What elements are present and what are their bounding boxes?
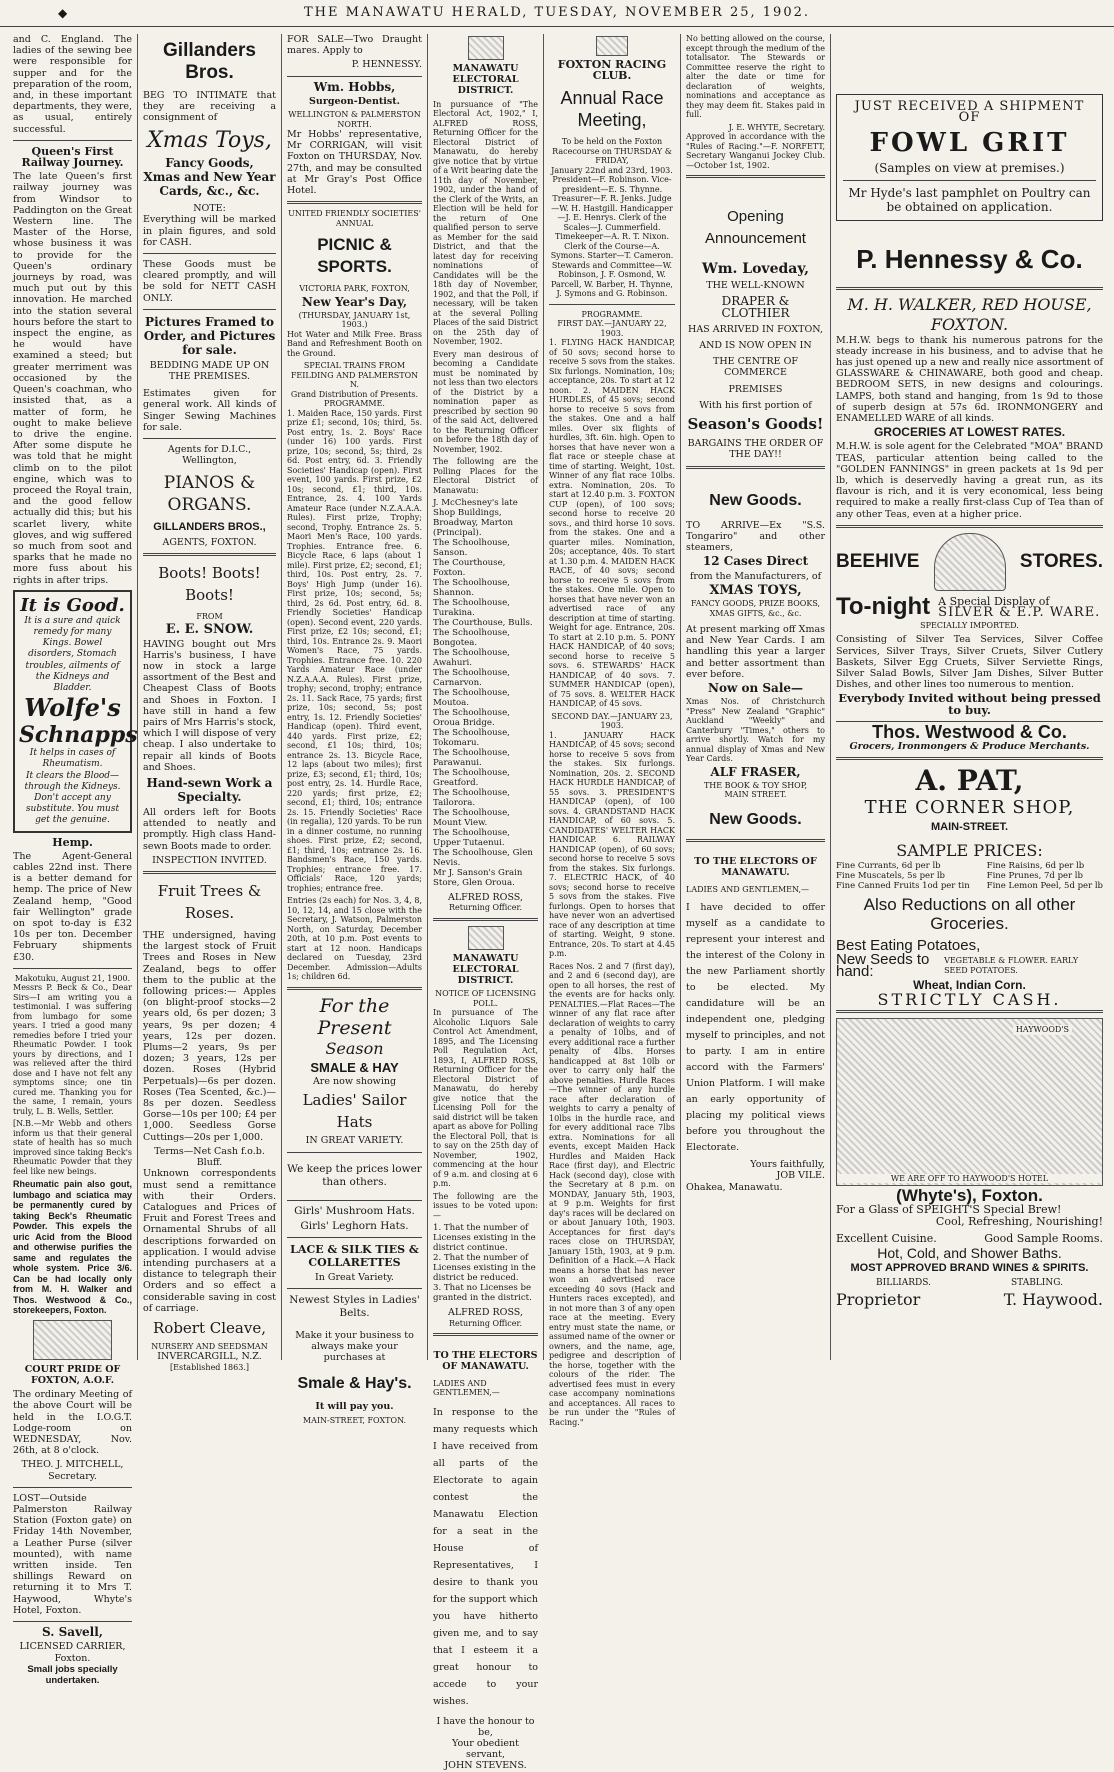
- handsewn-body: All orders left for Boots attended to neatly and promptly. High class Hand-sewn Boots made to order.: [143, 807, 276, 852]
- proprietor-name: T. Haywood.: [1003, 1289, 1103, 1309]
- letter-date: Makotuku, August 21, 1900.: [14, 973, 131, 983]
- bedding: BEDDING MADE UP ON THE PREMISES.: [149, 359, 270, 383]
- hobbs-name: Wm. Hobbs,: [313, 79, 396, 94]
- sample-rooms: Good Sample Rooms.: [984, 1231, 1103, 1245]
- approved-notice: Approved in accordance with the "Rules of Racing."—F. NORFETT, Secretary Wanganui Jockey Club.—October 1st, 1902.: [686, 132, 825, 170]
- fruit-trees-heading: Fruit Trees & Roses.: [157, 882, 262, 923]
- picnic-date: (THURSDAY, JANUARY 1st, 1903.): [298, 310, 411, 330]
- hobbs-place: WELLINGTON & PALMERSTON NORTH.: [288, 110, 421, 129]
- vile-title: TO THE ELECTORS OF MANAWATU.: [694, 856, 817, 879]
- licensing-issue: 3. That no Licenses be granted in the district.: [433, 1283, 532, 1304]
- sailor-hats: Ladies' Sailor Hats: [302, 1091, 407, 1132]
- beehive-word: BEEHIVE: [836, 551, 920, 573]
- foresters-emblem: [33, 1320, 112, 1360]
- rheum-bold: Rheumatic pain also gout, lumbago and sciatica may be permanently cured by taking Beck's Rheumatic Powder. This expels the uric Acid from the Blood and otherwise purifies the same and regulates the whole system. Price 3/6. Can be had locally only from M. H. Walker and Thos. Westwood & Co., storekeepers, Foxton.: [13, 1179, 132, 1316]
- race-dates: January 22nd and 23rd, 1903.: [551, 165, 673, 175]
- baths: Hot, Cold, and Shower Baths.: [877, 1245, 1062, 1262]
- stevens-title: TO THE ELECTORS OF MANAWATU.: [433, 1350, 538, 1373]
- price-col-left: [836, 861, 970, 891]
- lost-purse-notice: LOST—Outside Palmerston Railway Station (Foxton gate) on Friday 14th November, a Leather Purse (silver mounted), with name written inside. Ten shillings Reward on returning it to Mrs T. Haywood, Whyte's Hotel, Foxton.: [13, 1492, 132, 1616]
- now-showing: Are now showing: [312, 1076, 397, 1088]
- column-5: [544, 34, 681, 1427]
- price-item: Fine Muscatels, 5s per lb: [836, 871, 945, 882]
- first-day-races: 1. FLYING HACK HANDICAP, of 50 sovs; second horse to receive 5 sovs from the stakes. Six furlongs. Nomination, 10s; acceptance, 20s. To start at 12 noon. 2. MAIDEN HACK HURDLES, of 45 sovs; second horse to receive 5 sovs from the stakes. One and a half miles. Over six flights of hurdles, 3ft. 6in. high. Open to horses that have never won a flat race or steeple chase at time of starting. Weight, 10st. Winner of any flat race 10lbs. extra. Nomination, 20s. To start at 12.40 p.m. 3. FOXTON CUP (open), of 100 sovs; second horse to receive 20 sovs., and third horse 10 sovs. from the stakes. One and a quarter miles. Nomination, 20s; acceptance, 40s. To start at 1.30 p.m. 4. MAIDEN HACK RACE, of 40 sovs; second horse to receive 5 sovs from the stakes. One mile. Open to horses that have never won an advertised race of any description at time of starting. Weight for age. Entrance, 20s. To start at 2.10 p.m. 5. PONY HACK HANDICAP, of 40 sovs; second horse to receive 5 sovs. 6. STEWARDS' HACK HANDICAP, of 40 sovs. 7. SUMMER HANDICAP (open), of 75 sovs. 8. WELTER HACK HANDICAP, of 45 sovs.: [549, 338, 675, 709]
- seasons-goods: Season's Goods!: [687, 415, 824, 434]
- price-table: [836, 861, 1103, 891]
- billiards-row: [836, 1278, 1103, 1289]
- polling-place: The Schoolhouse, Carnarvon.: [433, 668, 510, 689]
- bargains: BARGAINS THE ORDER OF THE DAY!!: [687, 438, 824, 461]
- agents-dic: Agents for D.I.C., Wellington,: [167, 444, 252, 467]
- price-item: Fine Lemon Peel, 5d per lb: [986, 881, 1103, 892]
- polling-place: The Schoolhouse, Awahuri.: [433, 648, 510, 669]
- smale-hays: Smale & Hay's.: [297, 1374, 412, 1392]
- wolfe-good: It is Good.: [20, 594, 125, 616]
- draper-clothier: DRAPER & CLOTHIER: [721, 294, 790, 320]
- polling-place: The Schoolhouse, Turakina.: [433, 598, 510, 619]
- column-4: [428, 34, 544, 1772]
- masthead: [0, 0, 1114, 27]
- price-item: Fine Prunes, 7d per lb: [986, 871, 1083, 882]
- reductions: Also Reductions on all other Groceries.: [863, 895, 1076, 934]
- electoral-signature: ALFRED ROSS,: [448, 892, 523, 904]
- polling-place: J. McChesney's late Shop Buildings, Broadway, Marton (Principal).: [433, 498, 518, 539]
- sewing-bee-text: and C. England. The ladies of the sewing bee were responsible for supper and for the preparation of the room, and, in these important departments, they were, as usual, entirely successful.: [13, 34, 132, 135]
- stores-word: STORES.: [1019, 551, 1103, 573]
- wolfe-schnapps: Schnapps: [19, 722, 138, 749]
- it-will-pay: It will pay you.: [315, 1400, 394, 1412]
- whytes-foxton: (Whyte's), Foxton.: [896, 1186, 1043, 1206]
- polling-place: The Schoolhouse, Bongotea.: [433, 628, 510, 649]
- distribution: Grand Distribution of Presents.: [290, 389, 419, 399]
- inspection-invited: INSPECTION INVITED.: [152, 854, 267, 866]
- cuisine-row: [836, 1233, 1103, 1244]
- picnic-entries: Entries (2s each) for Nos. 3, 4, 8, 10, 12, 14, and 15 close with the Secretary, J. Watson, Palmerston North, on Saturday, December 20th, at 10 p.m. Post events to start at 12 noon. Handicaps declared on Tuesday, 23rd December. Admission—Adults 1s; children 6d.: [287, 896, 422, 982]
- rheum-note: [N.B.—Mr Webb and others inform us that their general state of health has so much improved since taking Beck's Rheumatic Powder that they feel like new beings.: [13, 1119, 132, 1176]
- lace-silk-ties: LACE & SILK TIES & COLLARETTES: [290, 1242, 419, 1269]
- first-day: FIRST DAY.—JANUARY 22, 1903.: [557, 319, 667, 338]
- pianos-organs: PIANOS & ORGANS.: [163, 473, 256, 516]
- column-3: [282, 34, 428, 1425]
- illustration-caption: WE ARE OFF TO HAYWOOD'S HOTEL: [837, 1174, 1102, 1184]
- hobbs-trade: Surgeon-Dentist.: [309, 95, 400, 107]
- stevens-signature: JOHN STEVENS.: [444, 1760, 527, 1772]
- pat-name: A. PAT,: [915, 764, 1024, 798]
- cleave-name: Robert Cleave,: [153, 1318, 266, 1337]
- to-arrive: TO ARRIVE—Ex "S.S. Tongariro" and other steamers,: [686, 519, 825, 554]
- westwood-co: Thos. Westwood & Co.: [872, 721, 1067, 742]
- xmas-toys-2: XMAS TOYS,: [709, 582, 802, 598]
- licensing-issue: 2. That the number of Licenses existing in the district be reduced.: [433, 1253, 536, 1284]
- wolfe-advert: [13, 590, 138, 833]
- picnic-societies: UNITED FRIENDLY SOCIETIES' ANNUAL: [288, 209, 421, 228]
- seeds-detail: VEGETABLE & FLOWER. EARLY SEED POTATOES.: [944, 956, 1079, 975]
- note-body: Everything will be marked in plain figures, and sold for CASH.: [143, 214, 276, 248]
- price-item: Fine Raisins, 6d per lb: [986, 861, 1085, 872]
- present-heading: For the Present: [317, 994, 392, 1039]
- silver-ep: SILVER & E.P. WARE.: [938, 604, 1101, 620]
- price-item: Fine Currants, 6d per lb: [836, 861, 941, 872]
- race-held: To be held on the Foxton Racecourse on THURSDAY & FRIDAY,: [552, 137, 672, 166]
- estimates: Estimates given for general work. All kinds of Singer Sewing Machines for sale.: [143, 388, 276, 433]
- handsewn-heading: Hand-sewn Work a Specialty.: [146, 776, 273, 805]
- cleared-notice: These Goods must be cleared promptly, and will be sold for NETT CASH ONLY.: [143, 259, 276, 304]
- cards: Cards, &c., &c.: [159, 184, 260, 199]
- tonight-row: [836, 593, 1103, 621]
- column-2: [138, 34, 282, 1372]
- column-1: [8, 34, 138, 1686]
- vile-place: Ohakea, Manawatu.: [686, 1181, 783, 1193]
- terms: Terms—Net Cash f.o.b. Bluff.: [154, 1145, 265, 1169]
- beehive-header: [836, 533, 1103, 591]
- licensing-list: [433, 1223, 538, 1303]
- speights-brew: For a Glass of SPEIGHT'S Special Brew!: [836, 1203, 1062, 1217]
- masthead-title: THE MANAWATU HERALD, TUESDAY, NOVEMBER 25, 1902.: [303, 5, 811, 20]
- leghorn-hats: Girls' Leghorn Hats.: [300, 1219, 409, 1232]
- vile-greeting: LADIES AND GENTLEMEN,—: [686, 884, 810, 894]
- westwood-trade: Grocers, Ironmongers & Produce Merchants.: [849, 740, 1090, 752]
- court-signature: THEO. J. MITCHELL, Secretary.: [21, 1459, 124, 1482]
- specially-imported: SPECIALLY IMPORTED.: [920, 620, 1019, 630]
- silver-list: Consisting of Silver Tea Services, Silver Coffee Services, Silver Trays, Silver Cruets, Silver Cutlery Baskets, Silver Egg Cruets, Silver Serviette Rings, Silver Salad Bowls, Silver Jam Dishes, Silver Butter Dishes, and other lines too numerous to mention.: [836, 634, 1103, 691]
- polling-places: [433, 498, 538, 888]
- court-body: The ordinary Meeting of the above Court will be held in the I.O.G.T. Lodge-room on WEDNESDAY, Nov. 26th, at 8 o'clock.: [13, 1389, 132, 1457]
- wheat-corn: Wheat, Indian Corn.: [913, 977, 1026, 992]
- picnic-heading: PICNIC & SPORTS.: [317, 235, 392, 277]
- wolfe-name: Wolfe's: [24, 693, 121, 723]
- queen-title: Queen's First Railway Journey.: [21, 144, 124, 170]
- wolfe-blood: It clears the Blood—through the Kidneys.: [24, 770, 121, 792]
- electoral-body: In pursuance of "The Electoral Act, 1902," I, ALFRED ROSS, Returning Officer for the Electoral District of Manawatu, do hereby give notice that by virtue of a Writ bearing date the 11th day of November, 1902, under the hand of the Clerk of the Writs, an Election will be held for the return of One qualified person to serve as Member for the said District, and that the latest day for receiving nominations of Candidates will be the 18th day of November, 1902, and that the Poll, if necessary, will be taken at the several Polling Places of the said District on the 25th day of November, 1902.: [433, 99, 538, 347]
- tonight-word: To-night: [836, 592, 931, 620]
- licensing-title: MANAWATU ELECTORAL DISTRICT.: [452, 952, 519, 987]
- fowl-grit-advert: [836, 94, 1103, 221]
- letter-body: Messrs P. Beck & Co., Dear Sirs—I am writing you a testimonial. I was suffering from lumbago for some years. I tried a good many remedies before I tried your Rheumatic Powder. I took yours by directions, and I was relieved after the third dose and I have not felt any symptoms since; one tin cured me. Thanking you for the same, I remain, yours truly, L. B. Wells, Settler.: [13, 983, 132, 1116]
- corner-mark: ◆: [58, 6, 70, 20]
- wolfe-remedy: It is a sure and quick remedy for many Kings. Bowel disorders, Stomach troubles, ailments of the Kidneys and Bladder.: [24, 615, 121, 693]
- stabling: STABLING.: [1011, 1278, 1063, 1289]
- licensing-subtitle: NOTICE OF LICENSING POLL.: [435, 989, 536, 1008]
- gillanders-firm: GILLANDERS BROS.,: [153, 521, 266, 534]
- polling-place: The Schoolhouse, Glen Nevis.: [433, 848, 533, 869]
- hobbs-body: Mr Hobbs' representative, Mr CORRIGAN, will visit Foxton on THURSDAY, Nov. 27th, and may be consulted at Mr Gray's Post Office Hotel.: [287, 129, 422, 197]
- racing-emblem: [596, 36, 628, 56]
- new-goods: New Goods.: [709, 491, 802, 509]
- special-trains: SPECIAL TRAINS FROM FEILDING AND PALMERSTON N.: [290, 361, 419, 390]
- gillanders-title: Gillanders Bros.: [163, 40, 256, 83]
- samples-view: (Samples on view at premises.): [874, 161, 1065, 176]
- gillanders-intro: BEG TO INTIMATE that they are receiving a consignment of: [143, 90, 276, 124]
- strictly-cash: STRICTLY CASH.: [877, 990, 1062, 1009]
- electoral-signature-role: Returning Officer.: [449, 903, 522, 913]
- stevens-servant: Your obedient servant,: [452, 1737, 519, 1761]
- special-display: A Special Display of: [938, 594, 1050, 608]
- royal-arms-emblem: [468, 36, 504, 60]
- wolfe-rheumatism: It helps in cases of Rheumatism.: [29, 748, 116, 770]
- season-heading: Season: [325, 1038, 384, 1058]
- new-goods-2: New Goods.: [709, 810, 802, 828]
- racing-club: FOXTON RACING CLUB.: [557, 58, 667, 83]
- corner-shop: THE CORNER SHOP,: [864, 797, 1075, 819]
- smale-hay: SMALE & HAY: [310, 1059, 399, 1075]
- make-business: Make it your business to always make your purchases at: [295, 1329, 414, 1364]
- picnic-water: Hot Water and Milk Free. Brass Band and Refreshment Booth on the Ground.: [287, 329, 422, 358]
- loveday-name: Wm. Loveday,: [701, 261, 810, 277]
- walker-body: M.H.W. begs to thank his numerous patrons for the steady increase in his business, and to advise that he has just opened up a new and really nice assortment of GLASSWARE & CHINAWARE, both good and cheap. BEDROOM SETS, in new designs and colourings. LAMPS, both stand and hanging, from 1s 9d to those of superb design at 57s 6d. IRONMONGERY and ENAMELLED WARE of all kinds.: [836, 334, 1103, 425]
- pat-main-street: MAIN-STREET.: [931, 821, 1008, 834]
- royal-arms-emblem-2: [468, 926, 504, 950]
- hemp-body: The Agent-General cables 22nd inst. There is a better demand for hemp. The price of New Zealand hemp, "Good fair Wellington" grade on spot to-day is £32 10s per ton. December February shipments £30.: [13, 850, 132, 963]
- marking-off: At present marking off Xmas and New Year Cards. I am handling this year a larger and better assortment than ever before.: [686, 624, 825, 680]
- fraser-shop: THE BOOK & TOY SHOP,: [703, 780, 808, 790]
- just-received: JUST RECEIVED A SHIPMENT OF: [854, 99, 1085, 126]
- twelve-cases: 12 Cases Direct: [702, 554, 809, 569]
- cleave-established: [Established 1863.]: [170, 1362, 249, 1372]
- stevens-greeting: LADIES AND GENTLEMEN,—: [433, 1378, 500, 1398]
- electoral-title: MANAWATU ELECTORAL DISTRICT.: [452, 63, 519, 97]
- cool-refreshing: Cool, Refreshing, Nourishing!: [935, 1214, 1103, 1228]
- race-rules: Races Nos. 2 and 7 (first day), and 2 and 6 (second day), are open to all horses, the rest of the events are for hacks only. PENALTIES.—Flat Races—The winner of any flat race after declaration of weights to carry a penalty of 10lbs, and of every additional race a further penalty of 4lbs. Horses handicapped at 8st 10lb or over to carry only half the above penalties. Hurdle Races—The winner of any hurdle race after declaration of weights to carry a penalty of 10lbs in the hurdle race, and for every additional race 7lbs extra. Nominations for all events, except Maiden Hack Hurdles and Maiden Hack Race (first day), and Electric Hack (second day), close with the Secretary at 8 p.m. on MONDAY, January 5th, 1903, at 9 p.m. Weights for first day's races will be declared on or about January 10th, 1903. Acceptances for first day's races close on THURSDAY, January 15th, 1903, at 9 p.m. Definition of a Hack.—A Hack means a horse that has never won an advertised race exceeding 40 sovs (Hack and Hunters races excepted), and in not more than 3 of any open race at the meeting. Every entry must state the name, or assumed name of the owner or owners, and the name, age, pedigree and description of the horse, together with the colours of the rider. The advertised fees must in every case accompany nominations and acceptances. All races to be run under the "Rules of Racing.": [549, 961, 675, 1427]
- main-street-foxton: MAIN-STREET, FOXTON.: [302, 1415, 407, 1425]
- pictures-framed: Pictures Framed to Order, and Pictures for sale.: [143, 314, 276, 357]
- polling-intro: The following are the Polling Places for the Electoral District of Manawatu:: [433, 457, 538, 495]
- column-7: [831, 34, 1108, 1360]
- gillanders-place: AGENTS, FOXTON.: [162, 536, 257, 548]
- hennessy-co: P. Hennessy & Co.: [856, 243, 1083, 274]
- wolfe-genuine: Don't accept any substitute. You must get the genuine.: [25, 792, 120, 826]
- fancy-goods-2: FANCY GOODS, PRIZE BOOKS, XMAS GIFTS, &c., &c.: [690, 599, 821, 618]
- seeds-row: [836, 951, 1103, 980]
- prices-lower: We keep the prices lower than others.: [287, 1163, 422, 1189]
- everybody-invited: Everybody Invited without being pressed to buy.: [838, 691, 1101, 717]
- polling-place: The Schoolhouse, Greatford.: [433, 768, 510, 789]
- court-title: COURT PRIDE OF FOXTON, A.O.F.: [24, 1363, 121, 1387]
- vile-yours: Yours faithfully,: [750, 1159, 825, 1171]
- annual-meeting: Annual Race Meeting,: [560, 88, 664, 131]
- licensing-body: In pursuance of The Alcoholic Liquors Sale Control Act Amendment, 1895, and The Licensing Poll Regulation Act, 1893, I, ALFRED ROSS, Returning Officer for the Electoral District of Manawatu, do hereby give notice that the Licensing Poll for the said district will be taken apart as above for Polling the Electoral Poll, that is to say on the 25th day of November, 1902, commencing at the hour of 9 a.m. and closing at 6 p.m.: [433, 1008, 538, 1189]
- excellent-cuisine: Excellent Cuisine.: [836, 1231, 937, 1245]
- licensing-signature: ALFRED ROSS,: [448, 1307, 523, 1319]
- boots-heading: Boots! Boots! Boots!: [158, 563, 261, 604]
- fraser-street: MAIN STREET.: [724, 790, 787, 800]
- polling-place: The Schoolhouse, Moutoa.: [433, 688, 510, 709]
- walker-red-house: M. H. WALKER, RED HOUSE, FOXTON.: [847, 294, 1092, 334]
- licensing-signature-role: Returning Officer.: [449, 1318, 522, 1328]
- polling-place: The Schoolhouse, Sanson.: [433, 538, 510, 559]
- queen-body: The late Queen's first railway journey was from Windsor to Paddington on the Great Western line. The Master of the Horse, whose business it was to provide for the Queen's ordinary journeys by road, was much put out by this innovation. He marched into the station several hours before the start to inspect the engine, as he would have examined a steed; but greater merriment was occasioned by the Queen's coachman, who insisted that, as a matter of form, he ought to make believe to drive the engine. After some dispute he was told that he might climb on to the pilot engine, which was to proceed the Royal train, and the good fellow actually did this; but his scarlet livery, white gloves, and wig suffered so much from soot and sparks that he made no more fuss about his rights in after trips.: [13, 171, 132, 586]
- new-seeds: New Seeds to hand:: [836, 951, 930, 980]
- illustration-sign: HAYWOOD'S: [1013, 1025, 1072, 1035]
- billiards: BILLIARDS.: [876, 1278, 931, 1289]
- groceries-rates: GROCERIES AT LOWEST RATES.: [873, 425, 1066, 440]
- wines-spirits: MOST APPROVED BRAND WINES & SPIRITS.: [850, 1262, 1089, 1275]
- stevens-honour: I have the honour to be,: [436, 1715, 535, 1738]
- vile-signature: JOB VILE.: [776, 1170, 825, 1182]
- well-known: THE WELL-KNOWN: [706, 280, 805, 292]
- savell-note: Small jobs specially undertaken.: [27, 1663, 118, 1686]
- xmas-toys: Xmas Toys,: [147, 127, 272, 153]
- premises: PREMISES: [728, 383, 783, 395]
- race-officials: President—F. Robinson. Vice-president—E. S. Thynne. Treasurer—F. R. Jenks. Judge—W. H. Hastgill. Handicapper—J. E. Henrys. Clerk of the Scales—J. Cummerfield. Timekeeper—A. R. T. Nixon. Clerk of the Course—A. Symons. Starter—T. Cameron. Stewards and Committee—W. Robinson, J. F. Osmond, W. Parcell, W. Barber, H. Thynne, J. Symons and G. Robinson.: [550, 175, 674, 299]
- licensing-issue: 1. That the number of Licenses existing in the district continue.: [433, 1223, 536, 1254]
- fowl-grit: FOWL GRIT: [869, 128, 1070, 159]
- stevens-body: In response to the many requests which I have received from all parts of the Electorate to again contest the Manawatu Election for a seat in the House of Representatives, I desire to thank you for the support which you have hitherto given me, and to say that I esteem it a great honour to accede to your wishes.: [433, 1406, 538, 1707]
- picnic-place: VICTORIA PARK, FOXTON,: [299, 284, 410, 294]
- fraser-name: ALF FRASER,: [710, 764, 801, 779]
- note-title: NOTE:: [193, 203, 226, 215]
- arrived-foxton: HAS ARRIVED IN FOXTON,: [688, 323, 823, 335]
- price-item: Fine Canned Fruits 1od per tin: [836, 881, 970, 892]
- second-day-races: 1. JANUARY HACK HANDICAP, of 45 sovs; second horse to receive 5 sovs from the stakes. Six furlongs. Nomination, 20s. 2. SECOND HACK HURDLE HANDICAP, of 55 sovs. 3. PRESIDENT'S HANDICAP (open), of 100 sovs. 4. GRANDSTAND HACK HANDICAP, of 60 sovs. 5. CANDIDATES' WELTER HACK HANDICAP. 6. RAILWAY HANDICAP (open), of 60 sovs; second horse to receive 5 sovs from the stakes. Six furlongs. 7. ELECTRIC HACK, of 40 sovs; second horse to receive 5 sovs from the stakes. Five furlongs. Open to horses that have never won an advertised race of any description at time of starting. Weight, 9 stone. Entrance, 20s. To start at 4.45 p.m.: [549, 730, 675, 959]
- great-variety-2: In Great Variety.: [315, 1271, 394, 1283]
- picnic-programme: 1. Maiden Race, 150 yards. First prize £1; second, 10s; third, 5s. Post entry, 1s. 2. Boys' Race (under 16) 100 yards. First prize, 10s; second, 5s; third, 2s 6d. Post entry, 6d. 3. Friendly Societies' Handicap (open). First event, 100 yards. First prize, £2 10s; second, £1; third, 10s. Entrance, 2s. 4. 100 Yards Amateur Race (under N.Z.A.A.A. Rules). First prize, Trophy; second, Trophy. Entrance 2s. 5. Maori Men's Race, 100 yards. Trophies. Entrance free. 6. Bicycle Race, 6 laps (about 1 mile). First prize, £2; second, £1; third, 10s. Post entry, 2s. 7. Boys' High Jump (under 16). First prize, 10s; second, 5s; third, 2s 6d. Post entry, 6d. 8. Friendly Societies' Handicap (open). Second event, 220 yards. First prize, £2 10s; second, £1; third, 10s. Entrance 2s. 9. Maori Women's Race, 75 yards. Trophies. Entrance free. 10. 220 Yards Amateur Race (under N.Z.A.A.A. Rules). First prize, trophy; second, trophy; entrance 2s. 11. Sack Race, 75 yards; first prize, 10s; second, 5s; post entry, 1s. 12. Friendly Societies' Handicap (open). Third event, 440 yards. First prize, £2; second, £1 10s; third, 10s; entrance 2s. 13. Bicycle Race, 12 laps (about two miles); first prize, £3; second, £1; third, 10s; post entry, 2s. 14. Hurdle Race, 220 yards; first prize, £2; second, £1; third, 10s; entrance 2s. 15. Friendly Societies' Race (in regalia), 120 yards. To be run in a dinner costume, no running shoes. First prize, £2; second, £1; third, 10s; entrance 2s. 16. Bandsmen's Race, 150 yards. Trophies; entrance free. 17. Officials' Race, 120 yards; trophies; entrance free.: [287, 408, 422, 893]
- polling-place: The Courthouse, Bulls.: [433, 618, 533, 629]
- picnic-programme-title: PROGRAMME.: [324, 399, 385, 409]
- savell-place: Foxton.: [54, 1652, 91, 1664]
- savell-name: S. Savell,: [42, 1625, 103, 1640]
- electoral-body-2: Every man desirous of becoming a Candidate must be nominated by not less than two electors of the District by a nomination paper as prescribed by section 90 of the said Act, delivered to the Returning Officer on before the 18th day of November, 1902.: [433, 349, 538, 454]
- betting-signature: J. E. WHYTE, Secretary.: [728, 122, 825, 132]
- polling-place: The Courthouse, Foxton.: [433, 558, 506, 579]
- fancy-goods: Fancy Goods,: [165, 155, 254, 170]
- picnic-day: New Year's Day,: [301, 294, 408, 309]
- xmas-new-year: Xmas and New Year: [143, 169, 276, 184]
- best-potatoes: Best Eating Potatoes,: [836, 937, 981, 955]
- sale-notice: FOR SALE—Two Draught mares. Apply to: [287, 34, 422, 57]
- now-on-sale: Now on Sale—: [707, 681, 804, 696]
- polling-place: The Schoolhouse, Tailorora.: [433, 788, 510, 809]
- opening-announcement: Opening Announcement: [705, 208, 806, 247]
- polling-place: The Schoolhouse, Parawanui.: [433, 748, 510, 769]
- licensing-issues: The following are the issues to be voted upon:—: [433, 1191, 538, 1220]
- now-open: AND IS NOW OPEN IN: [699, 340, 812, 352]
- proprietor-row: [836, 1289, 1103, 1309]
- tonight-display: [938, 596, 1100, 618]
- sale-signature: P. HENNESSY.: [351, 59, 422, 71]
- polling-place: The Schoolhouse, Upper Tutaenui.: [433, 828, 510, 849]
- polling-place: The Schoolhouse, Oroua Bridge.: [433, 708, 510, 729]
- polling-place: Mr J. Sanson's Grain Store, Glen Oroua.: [433, 868, 523, 889]
- first-portion: With his first portion of: [699, 399, 812, 411]
- boots-from: FROM: [196, 611, 223, 621]
- cleave-place: INVERCARGILL, N.Z.: [157, 1351, 262, 1363]
- second-day: SECOND DAY.—JANUARY 23, 1903.: [551, 711, 673, 731]
- hyde-pamphlet: Mr Hyde's last pamphlet on Poultry can be obtained on application.: [848, 185, 1091, 214]
- newest-styles: Newest Styles in Ladies' Belts.: [289, 1294, 420, 1320]
- fruit-trees-body: THE undersigned, having the largest stock of Fruit Trees and Roses in New Zealand, begs to offer them to the public at the following prices:— Apples (on blight-proof stocks—2 years old, 6s per dozen; 3 years, 9s per dozen; 4 years, 12s per dozen. Plums—2 years, 9s per dozen; 3 years, 12s per dozen. Roses (Hybrid Perpetuals)—6s per dozen. Roses (Tea Scented, &c.)—8s per dozen. Seedless Gorse—10s per 100; £4 per 1,000. Seedless Gorse Cuttings—20s per 1,000.: [143, 930, 276, 1143]
- mushroom-hats: Girls' Mushroom Hats.: [294, 1204, 415, 1217]
- snow-name: E. E. SNOW.: [165, 622, 254, 638]
- price-col-right: [987, 861, 1103, 891]
- manufacturers: from the Manufacturers, of: [689, 570, 822, 582]
- great-variety: IN GREAT VARIETY.: [305, 1135, 404, 1147]
- now-on-sale-body: Xmas Nos. of Christchurch "Press" New Zealand "Graphic" Auckland "Weekly" and Canterbury "Times," others to arrive shortly. Watch for my annual display of Xmas and New Year Cards.: [686, 697, 825, 764]
- proprietor-label: Proprietor: [836, 1289, 921, 1309]
- race-programme: PROGRAMME.: [581, 309, 643, 319]
- polling-place: The Schoolhouse, Tokomaru.: [433, 728, 510, 749]
- sample-prices: SAMPLE PRICES:: [896, 841, 1043, 861]
- betting-notice: No betting allowed on the course, except through the medium of the totalisator. The Stewards or Committee reserve the right to alter the date or time for declaration of weights, nominations and acceptance as they may deem fit. Stakes paid in full.: [686, 34, 825, 119]
- polling-place: The Schoolhouse, Shannon.: [433, 578, 510, 599]
- savell-trade: LICENSED CARRIER,: [19, 1641, 126, 1653]
- polling-place: The Schoolhouse, Mount View.: [433, 808, 510, 829]
- hemp-title: Hemp.: [52, 835, 93, 849]
- haywood-hotel-illustration: [836, 1018, 1103, 1186]
- snow-body: HAVING bought out Mrs Harris's business, I have now in stock a large assortment of the Best and Cheapest Class of Boots and Shoes in Foxton. I have still in hand a few pairs of Mrs Harris's stock, which I will dispose of very cheap. I also undertake to repair all kinds of Boots and Shoes.: [143, 638, 276, 773]
- column-6: [681, 34, 831, 1360]
- terms-body: Unknown correspondents must send a remittance with their Orders. Catalogues and Prices of Fruit and Forest Trees and Ornamental Shrubs of all descriptions forwarded on application. I would advise intending purchasers at a distance to telegraph their Orders and so effect a considerable saving in cost of carriage.: [143, 1168, 276, 1314]
- vile-body: I have decided to offer myself as a candidate to represent your interest and the interest of the Colony in the new Parliament shortly to be elected. My candidature will be an independent one, pledging myself to principles, and not to party. I am in entire accord with the Farmers' Union Platform. I will make an early opportunity of placing my political views before you throughout the Electorate.: [686, 902, 825, 1154]
- centre-commerce: THE CENTRE OF COMMERCE: [713, 356, 798, 379]
- moa-teas: M.H.W. is sole agent for the Celebrated "MOA" BRAND TEAS, particular attention being called to the "GOLDEN FANNINGS" in green packets at 1s 9d per lb, which is deservedly having a great run, as its flavour is rich, and it is very economical, less being required to make a really first-class Cup of Tea than of any other Teas, even at a higher price.: [836, 441, 1103, 520]
- beehive-icon: [934, 533, 1006, 591]
- cleave-trade: NURSERY AND SEEDSMAN: [151, 1341, 268, 1351]
